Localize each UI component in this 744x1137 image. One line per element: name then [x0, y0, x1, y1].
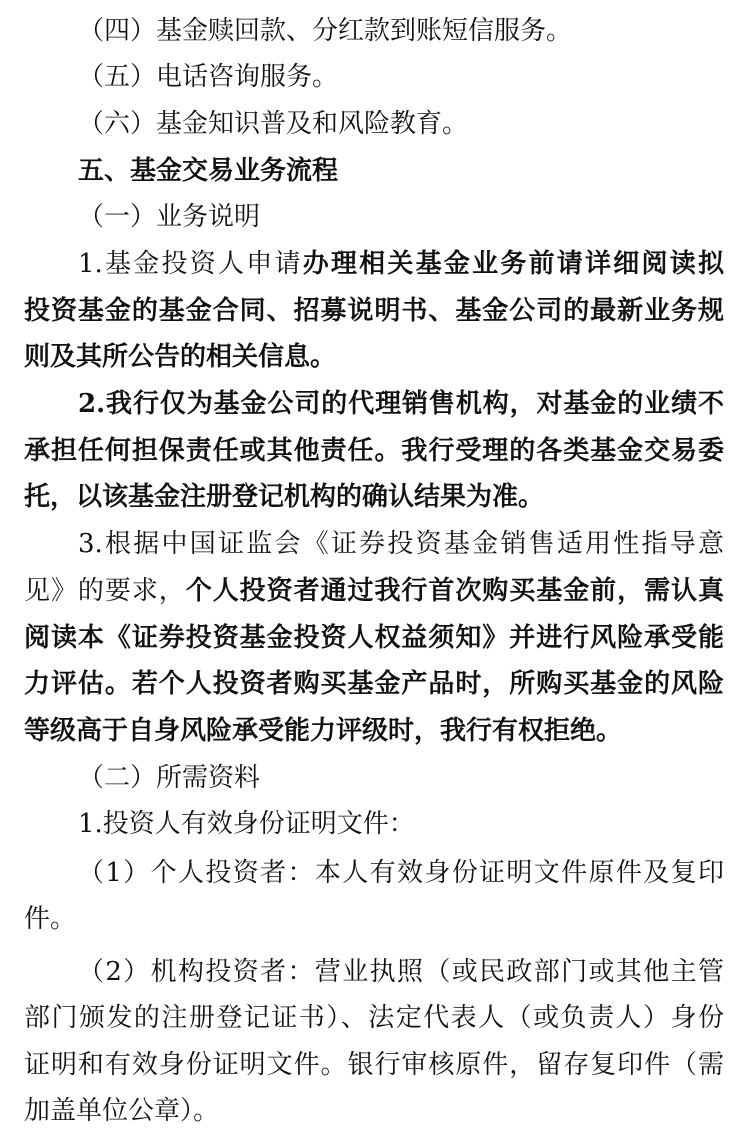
text-line: [24, 667, 724, 701]
text-line: [24, 1094, 724, 1128]
text-run-bold: 个人投资者通过我行首次购买基金前，需认真: [185, 576, 724, 606]
text-run: （二）所需资料: [78, 763, 261, 793]
text-run: 五、基金交易业务流程: [78, 156, 339, 186]
text-run: （一）业务说明: [78, 202, 261, 232]
text-line: [78, 107, 724, 141]
text-line: [24, 480, 724, 514]
text-line: [24, 294, 724, 328]
text-run-bold: 办理相关基金业务前请详细阅读拟: [302, 249, 724, 279]
subsection-heading: [78, 200, 724, 234]
text-run-bold: 等级高于自身风险承受能力评级时，我行有权拒绝。: [24, 716, 623, 746]
text-run: 1.投资人有效身份证明文件：: [78, 809, 415, 839]
text-line: [24, 1001, 724, 1035]
text-run: （2）机构投资者：营业执照（或民政部门或其他主管: [78, 957, 724, 987]
text-line: [24, 340, 724, 374]
text-run-bold: 投资基金的基金合同、招募说明书、基金公司的最新业务规: [24, 296, 724, 326]
text-line: [78, 60, 724, 94]
text-line: [24, 574, 724, 608]
text-run: （五）电话咨询服务。: [78, 62, 339, 92]
text-run: （1）个人投资者：本人有效身份证明文件原件及复印: [78, 858, 724, 888]
text-run-bold: 托，以该基金注册登记机构的确认结果为准。: [24, 482, 545, 512]
text-run: 部门颁发的注册登记证书）、法定代表人（或负责人）身份: [24, 1003, 724, 1033]
text-run: 见》的要求，: [24, 576, 186, 606]
text-run: 1.基金投资人申请: [78, 249, 303, 279]
text-line: [78, 14, 724, 48]
text-run-bold: 阅读本《证券投资基金投资人权益须知》并进行风险承受能: [24, 623, 724, 653]
text-line: [24, 1048, 724, 1082]
subsection-heading: [78, 761, 724, 795]
text-run: 3.根据中国证监会《证券投资基金销售适用性指导意: [78, 529, 724, 559]
text-run-bold: 则及其所公告的相关信息。: [24, 342, 337, 372]
text-run-bold: 力评估。若个人投资者购买基金产品时，所购买基金的风险: [24, 669, 724, 699]
section-heading: [78, 154, 724, 188]
text-run: （四）基金赎回款、分红款到账短信服务。: [78, 16, 573, 46]
text-run-bold: 2.我行仅为基金公司的代理销售机构，对基金的业绩不: [78, 389, 724, 419]
text-line: [24, 902, 724, 936]
text-run: 件。: [24, 904, 77, 934]
text-line: [78, 856, 724, 890]
text-line: [78, 955, 724, 989]
text-line: [78, 247, 724, 281]
text-run-bold: 承担任何担保责任或其他责任。我行受理的各类基金交易委: [24, 436, 724, 466]
text-line: [78, 527, 724, 561]
text-line: [24, 714, 724, 748]
text-line: [24, 434, 724, 468]
text-line: [24, 621, 724, 655]
text-run: （六）基金知识普及和风险教育。: [78, 109, 469, 139]
text-run: 证明和有效身份证明文件。银行审核原件，留存复印件（需: [24, 1050, 724, 1080]
text-run: 加盖单位公章）。: [24, 1096, 220, 1126]
text-line: [78, 807, 724, 841]
text-line: [78, 387, 724, 421]
